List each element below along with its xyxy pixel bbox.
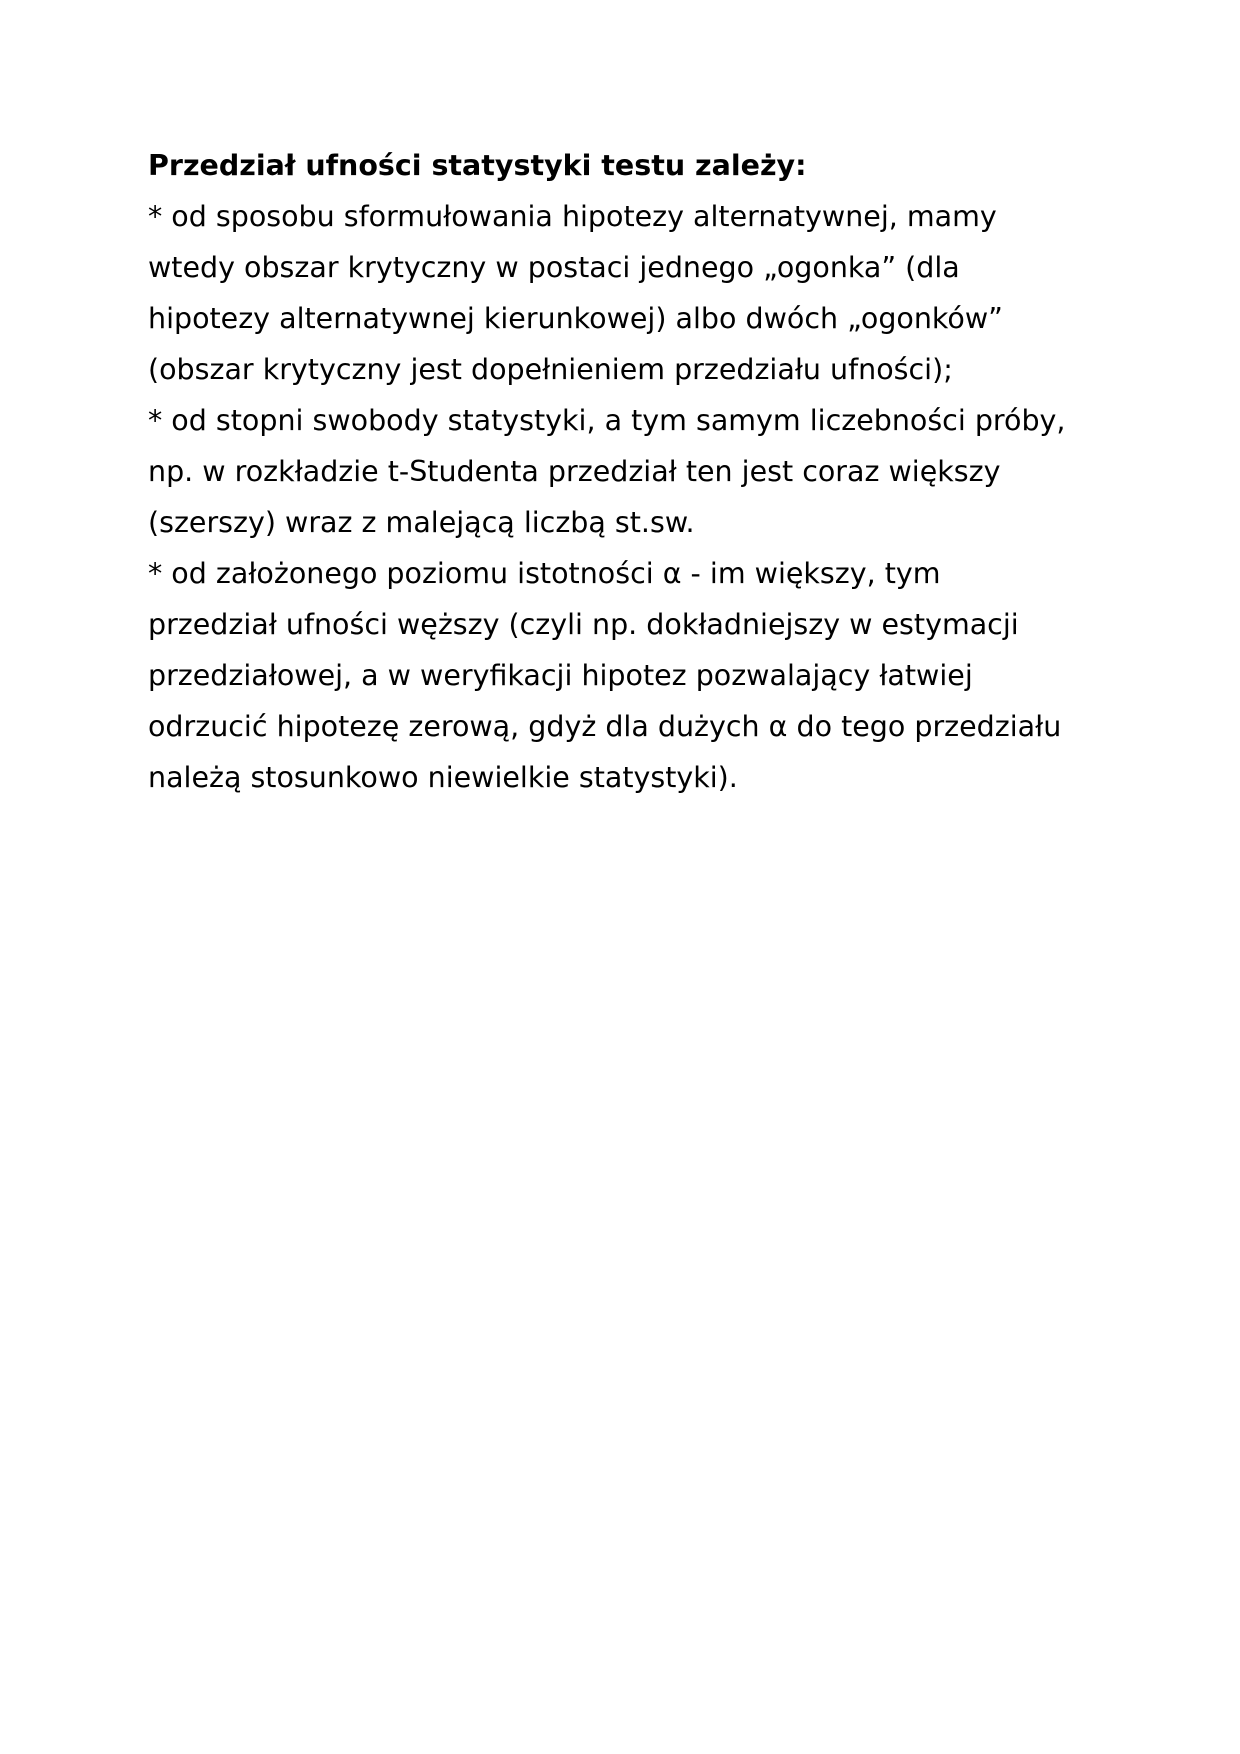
text-line: należą stosunkowo niewielkie statystyki).	[148, 761, 738, 794]
document-body	[148, 140, 1108, 803]
text-line: wtedy obszar krytyczny w postaci jednego „ogonka” (dla	[148, 251, 960, 284]
document-heading: Przedział ufności statystyki testu zależy:	[148, 149, 807, 182]
text-line: odrzucić hipotezę zerową, gdyż dla dużych α do tego przedziału	[148, 710, 1062, 743]
text-line: * od stopni swobody statystyki, a tym samym liczebności próby,	[148, 404, 1066, 437]
text-line: (szerszy) wraz z malejącą liczbą st.sw.	[148, 506, 695, 539]
text-line: * od założonego poziomu istotności α - im większy, tym	[148, 557, 941, 590]
text-line: przedziałowej, a w weryfikacji hipotez pozwalający łatwiej	[148, 659, 973, 692]
text-line: * od sposobu sformułowania hipotezy alternatywnej, mamy	[148, 200, 997, 233]
text-line: (obszar krytyczny jest dopełnieniem przedziału ufności);	[148, 353, 953, 386]
text-line: hipotezy alternatywnej kierunkowej) albo dwóch „ogonków”	[148, 302, 1003, 335]
text-line: przedział ufności węższy (czyli np. dokładniejszy w estymacji	[148, 608, 1019, 641]
text-line: np. w rozkładzie t-Studenta przedział ten jest coraz większy	[148, 455, 1001, 488]
